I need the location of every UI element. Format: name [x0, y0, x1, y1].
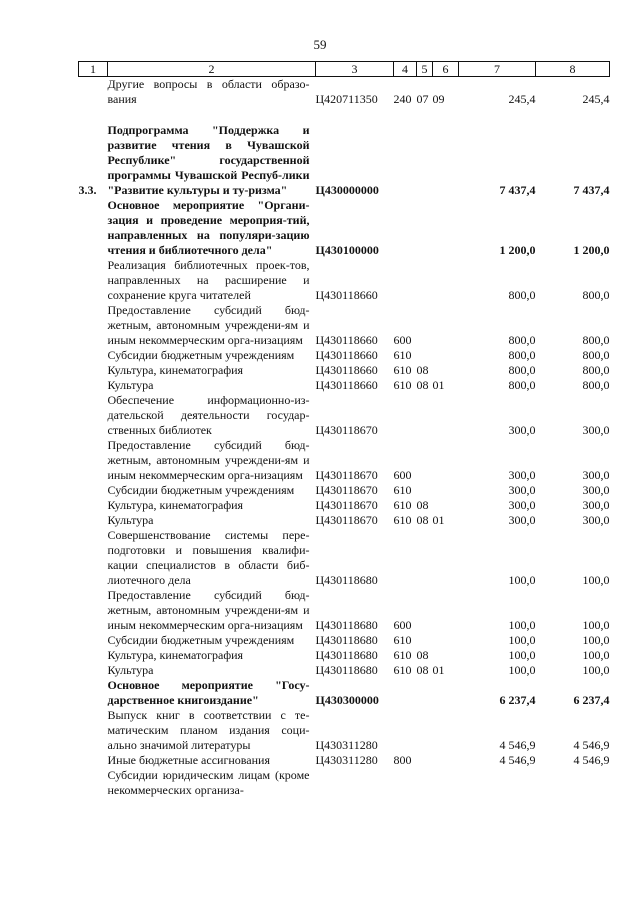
table-row	[79, 438, 610, 483]
target-code	[316, 768, 394, 798]
expense-type-code	[394, 393, 417, 438]
amount-year-1: 1 200,0	[499, 243, 536, 257]
target-code: Ц430311280	[315, 753, 378, 767]
item-name: Субсидии бюджетным учреждениям	[107, 348, 295, 362]
section-number	[79, 768, 108, 798]
section-number	[79, 633, 108, 648]
section-code	[417, 768, 433, 798]
target-code: Ц430118670	[315, 483, 378, 497]
subsection-code	[433, 768, 459, 798]
expense-type-code: 240	[393, 92, 412, 106]
item-name: Основное мероприятие "Госу-дарственное книгоиздание"	[107, 678, 310, 707]
subsection-code	[433, 708, 459, 753]
item-name: Основное мероприятие "Органи-зация и проведение мероприя-тий, направленных на популяри-зацию чтения и библиотечного дела"	[107, 198, 310, 257]
amount-year-2: 100,0	[582, 573, 610, 587]
column-header-3: 3	[316, 62, 394, 77]
amount-year-2: 4 546,9	[573, 753, 610, 767]
column-header-4: 4	[394, 62, 417, 77]
subsection-code	[433, 588, 459, 633]
section-code	[417, 753, 433, 768]
expense-type-code	[394, 768, 417, 798]
item-name: Субсидии юридическим лицам (кроме некоммерческих организа-	[107, 768, 310, 797]
header-row	[79, 62, 610, 77]
amount-year-1: 800,0	[508, 348, 536, 362]
target-code: Ц420711350	[315, 92, 378, 106]
expense-type-code: 610	[393, 648, 412, 662]
section-code: 08	[416, 363, 429, 377]
target-code: Ц430118670	[315, 423, 378, 437]
column-header-6: 6	[433, 62, 459, 77]
table-row	[79, 528, 610, 588]
item-name: Культура, кинематография	[107, 648, 244, 662]
amount-year-1: 800,0	[508, 363, 536, 377]
section-code: 08	[416, 663, 429, 677]
item-name: Субсидии бюджетным учреждениям	[107, 483, 295, 497]
target-code: Ц430100000	[315, 243, 379, 257]
item-name: Подпрограмма "Поддержка и развитие чтения в Чувашской Республике" государственной программы Чувашской Респуб-лики "Развитие культуры и ту-ризма"	[107, 123, 310, 197]
section-number	[79, 198, 108, 258]
amount-year-1: 245,4	[508, 92, 536, 106]
item-name: Иные бюджетные ассигнования	[107, 753, 270, 767]
amount-year-1: 800,0	[508, 378, 536, 392]
expense-type-code: 610	[393, 513, 412, 527]
amount-year-2: 100,0	[582, 648, 610, 662]
amount-year-1: 300,0	[508, 498, 536, 512]
expense-type-code	[394, 123, 417, 198]
target-code: Ц430311280	[315, 738, 378, 752]
subsection-code	[433, 633, 459, 648]
subsection-code	[433, 438, 459, 483]
subsection-code: 01	[432, 378, 445, 392]
table-row	[79, 198, 610, 258]
section-code	[417, 393, 433, 438]
section-number	[79, 498, 108, 513]
amount-year-2: 7 437,4	[573, 183, 610, 197]
amount-year-2: 4 546,9	[573, 738, 610, 752]
expense-type-code: 610	[393, 348, 412, 362]
amount-year-1: 800,0	[508, 288, 536, 302]
section-code	[417, 588, 433, 633]
table-row	[79, 498, 610, 513]
section-number	[79, 663, 108, 678]
section-number	[79, 303, 108, 348]
expense-type-code: 610	[393, 483, 412, 497]
target-code: Ц430118670	[315, 498, 378, 512]
row-spacer	[79, 107, 610, 123]
table-row	[79, 258, 610, 303]
section-code	[417, 438, 433, 483]
spacer-cell	[79, 107, 610, 123]
section-code: 08	[416, 648, 429, 662]
item-name: Совершенствование системы пере-подготовки и повышения квалифи-кации специалистов в области биб-лиотечного дела	[107, 528, 310, 587]
subsection-code	[433, 753, 459, 768]
section-number	[79, 77, 108, 108]
expense-type-code	[394, 528, 417, 588]
section-code	[417, 123, 433, 198]
target-code: Ц430118670	[315, 468, 378, 482]
section-number	[79, 513, 108, 528]
target-code: Ц430118660	[315, 333, 378, 347]
table-row	[79, 633, 610, 648]
amount-year-2: 100,0	[582, 663, 610, 677]
subsection-code	[433, 678, 459, 708]
amount-year-2: 100,0	[582, 618, 610, 632]
amount-year-1: 100,0	[508, 648, 536, 662]
item-name: Культура, кинематография	[107, 498, 244, 512]
section-number	[79, 753, 108, 768]
item-name: Обеспечение информационно-из-дательской деятельности государ-ственных библиотек	[107, 393, 310, 437]
section-code	[417, 303, 433, 348]
expense-type-code: 610	[393, 378, 412, 392]
section-code: 08	[416, 513, 429, 527]
section-number: 3.3.	[78, 183, 97, 197]
table-row	[79, 753, 610, 768]
section-code	[417, 708, 433, 753]
amount-year-2: 800,0	[582, 348, 610, 362]
section-number	[79, 438, 108, 483]
expense-type-code: 610	[393, 498, 412, 512]
item-name: Культура	[107, 378, 154, 392]
subsection-code	[433, 258, 459, 303]
section-number	[79, 258, 108, 303]
column-header-8: 8	[536, 62, 610, 77]
amount-year-1: 300,0	[508, 513, 536, 527]
expense-type-code: 600	[393, 618, 412, 632]
budget-table	[78, 61, 610, 798]
item-name: Культура	[107, 663, 154, 677]
expense-type-code: 610	[393, 633, 412, 647]
amount-year-2: 800,0	[582, 363, 610, 377]
column-header-5: 5	[417, 62, 433, 77]
section-code	[417, 198, 433, 258]
target-code: Ц430118660	[315, 363, 378, 377]
expense-type-code: 600	[393, 333, 412, 347]
expense-type-code	[394, 258, 417, 303]
table-row	[79, 123, 610, 198]
target-code: Ц430118680	[315, 573, 378, 587]
table-row	[79, 663, 610, 678]
expense-type-code	[394, 708, 417, 753]
item-name: Другие вопросы в области образо-вания	[107, 77, 310, 106]
expense-type-code: 800	[393, 753, 412, 767]
target-code: Ц430118680	[315, 633, 378, 647]
table-row	[79, 378, 610, 393]
column-header-1: 1	[79, 62, 108, 77]
target-code: Ц430000000	[315, 183, 379, 197]
table-row	[79, 588, 610, 633]
section-code	[417, 348, 433, 363]
section-code: 07	[416, 92, 429, 106]
amount-year-2: 800,0	[582, 378, 610, 392]
table-header	[79, 62, 610, 77]
page-number: 59	[313, 37, 327, 52]
item-name: Культура, кинематография	[107, 363, 244, 377]
item-name: Субсидии бюджетным учреждениям	[107, 633, 295, 647]
target-code: Ц430118660	[315, 348, 378, 362]
table-row	[79, 303, 610, 348]
amount-year-1: 100,0	[508, 663, 536, 677]
column-header-7: 7	[459, 62, 536, 77]
item-name: Культура	[107, 513, 154, 527]
target-code: Ц430300000	[315, 693, 379, 707]
target-code: Ц430118680	[315, 663, 378, 677]
target-code: Ц430118680	[315, 648, 378, 662]
amount-year-2: 100,0	[582, 633, 610, 647]
amount-year-1: 7 437,4	[499, 183, 536, 197]
section-number	[79, 588, 108, 633]
target-code: Ц430118680	[315, 618, 378, 632]
table-row	[79, 348, 610, 363]
amount-year-2: 300,0	[582, 468, 610, 482]
section-number	[79, 483, 108, 498]
expense-type-code: 600	[393, 468, 412, 482]
subsection-code	[433, 303, 459, 348]
amount-year-1: 300,0	[508, 423, 536, 437]
section-code	[417, 678, 433, 708]
section-number	[79, 528, 108, 588]
column-header-2: 2	[108, 62, 316, 77]
amount-year-1: 6 237,4	[499, 693, 536, 707]
amount-year-1: 100,0	[508, 618, 536, 632]
amount-year-1	[459, 768, 536, 798]
subsection-code	[433, 648, 459, 663]
amount-year-1: 100,0	[508, 573, 536, 587]
amount-year-1: 300,0	[508, 483, 536, 497]
amount-year-2: 6 237,4	[573, 693, 610, 707]
item-name: Предоставление субсидий бюд-жетным, автономным учреждени-ям и иным некоммерческим орга-низациям	[107, 588, 310, 632]
target-code: Ц430118670	[315, 513, 378, 527]
section-code	[417, 528, 433, 588]
section-number	[79, 348, 108, 363]
amount-year-1: 100,0	[508, 633, 536, 647]
table-row	[79, 513, 610, 528]
section-number	[79, 648, 108, 663]
expense-type-code	[394, 198, 417, 258]
section-number	[79, 378, 108, 393]
section-code: 08	[416, 378, 429, 392]
subsection-code	[433, 363, 459, 378]
section-code	[417, 258, 433, 303]
amount-year-1: 800,0	[508, 333, 536, 347]
table-row	[79, 363, 610, 378]
expense-type-code	[394, 678, 417, 708]
subsection-code	[433, 123, 459, 198]
amount-year-2: 300,0	[582, 483, 610, 497]
subsection-code	[433, 348, 459, 363]
expense-type-code: 610	[393, 663, 412, 677]
section-number	[79, 363, 108, 378]
amount-year-1: 4 546,9	[499, 753, 536, 767]
item-name: Реализация библиотечных проек-тов, направленных на расширение и сохранение круга читателей	[107, 258, 310, 302]
subsection-code	[433, 498, 459, 513]
section-code	[417, 633, 433, 648]
table-row	[79, 483, 610, 498]
table-row	[79, 393, 610, 438]
target-code: Ц430118660	[315, 378, 378, 392]
subsection-code	[433, 483, 459, 498]
amount-year-2: 800,0	[582, 333, 610, 347]
section-number	[79, 708, 108, 753]
table-row	[79, 77, 610, 108]
amount-year-1: 4 546,9	[499, 738, 536, 752]
expense-type-code: 610	[393, 363, 412, 377]
item-name: Предоставление субсидий бюд-жетным, автономным учреждени-ям и иным некоммерческим орга-низациям	[107, 303, 310, 347]
table-row	[79, 708, 610, 753]
target-code: Ц430118660	[315, 288, 378, 302]
amount-year-2: 300,0	[582, 513, 610, 527]
amount-year-2: 300,0	[582, 423, 610, 437]
section-code: 08	[416, 498, 429, 512]
table-row	[79, 678, 610, 708]
amount-year-2: 1 200,0	[573, 243, 610, 257]
amount-year-2: 300,0	[582, 498, 610, 512]
amount-year-2	[536, 768, 610, 798]
table-row	[79, 768, 610, 798]
subsection-code: 01	[432, 663, 445, 677]
section-number	[79, 393, 108, 438]
table-row	[79, 648, 610, 663]
amount-year-2: 800,0	[582, 288, 610, 302]
section-code	[417, 483, 433, 498]
section-number	[79, 678, 108, 708]
table-body	[79, 77, 610, 799]
amount-year-1: 300,0	[508, 468, 536, 482]
item-name: Выпуск книг в соответствии с те-матическим планом издания соци-ально значимой литературы	[107, 708, 310, 752]
subsection-code: 01	[432, 513, 445, 527]
subsection-code	[433, 528, 459, 588]
item-name: Предоставление субсидий бюд-жетным, автономным учреждени-ям и иным некоммерческим орга-низациям	[107, 438, 310, 482]
subsection-code: 09	[432, 92, 445, 106]
subsection-code	[433, 393, 459, 438]
subsection-code	[433, 198, 459, 258]
amount-year-2: 245,4	[582, 92, 610, 106]
